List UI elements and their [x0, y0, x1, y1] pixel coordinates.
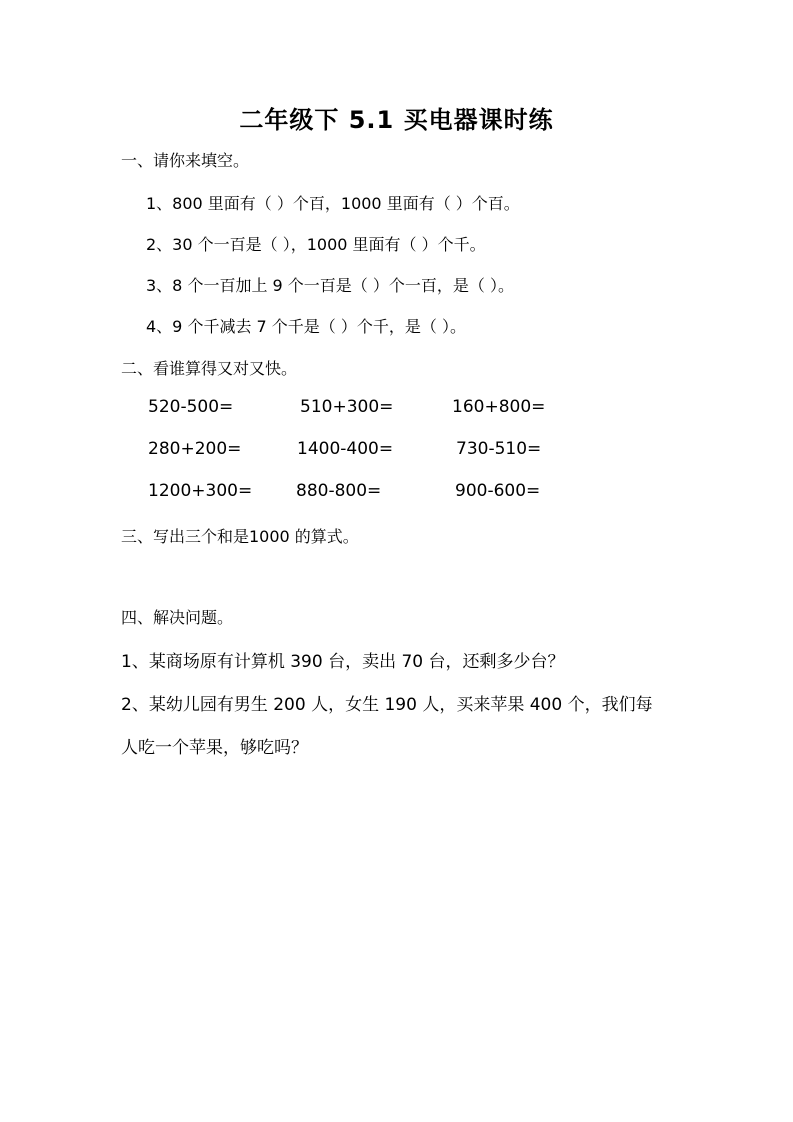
fill-blank-item-2: 2、30 个一百是（ ），1000 里面有（ ）个千。: [146, 235, 486, 254]
fill-blank-item-3: 3、8 个一百加上 9 个一百是（ ）个一百，是（ ）。: [146, 276, 514, 295]
section-2-heading: 二、看谁算得又对又快。: [121, 359, 298, 378]
section-3-heading: 三、写出三个和是1000 的算式。: [121, 527, 359, 546]
calc-item: 280+200=: [148, 439, 242, 459]
word-problem-1: 1、某商场原有计算机 390 台，卖出 70 台，还剩多少台？: [121, 652, 565, 672]
calc-item: 880-800=: [296, 481, 382, 501]
section-1-heading: 一、请你来填空。: [121, 151, 250, 170]
word-problem-2: 2、某幼儿园有男生 200 人，女生 190 人，买来苹果 400 个，我们每: [121, 695, 653, 715]
calc-item: 730-510=: [456, 439, 542, 459]
calc-item: 510+300=: [300, 397, 394, 417]
calc-item: 160+800=: [452, 397, 546, 417]
calc-item: 1400-400=: [297, 439, 394, 459]
fill-blank-item-4: 4、9 个千减去 7 个千是（ ）个千，是（ ）。: [146, 317, 466, 336]
calc-item: 900-600=: [455, 481, 541, 501]
calc-item: 520-500=: [148, 397, 234, 417]
fill-blank-item-1: 1、800 里面有（ ）个百，1000 里面有（ ）个百。: [146, 194, 520, 213]
word-problem-2-continued: 人吃一个苹果，够吃吗？: [121, 738, 308, 758]
page-title: 二年级下 5.1 买电器课时练: [239, 106, 554, 134]
calc-item: 1200+300=: [148, 481, 253, 501]
section-4-heading: 四、解决问题。: [121, 608, 234, 627]
